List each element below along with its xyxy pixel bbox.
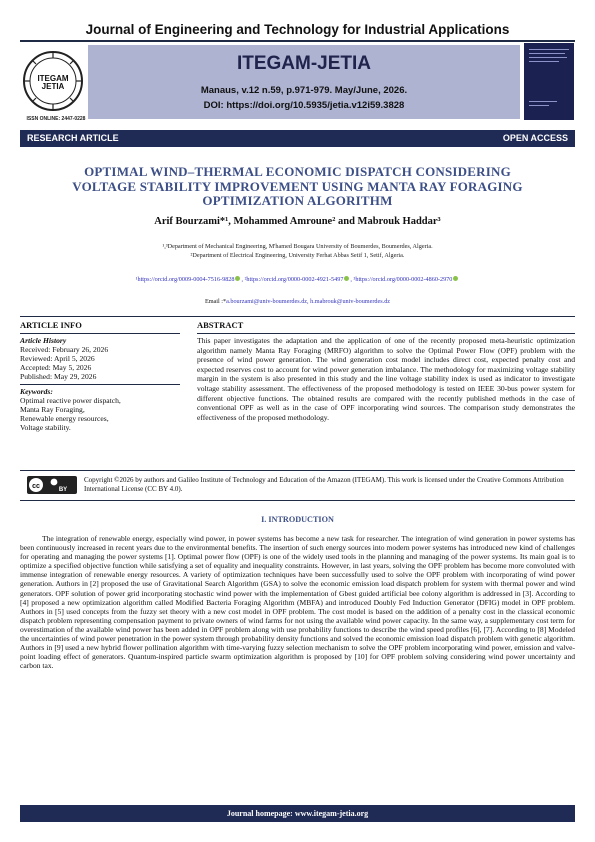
orcid-link-3[interactable]: ³https://orcid.org/0000-0002-4860-2970 <box>353 276 453 283</box>
info-top-rule <box>20 316 575 317</box>
email-links[interactable]: a.bourzami@univ-boumerdes.dz, h.mabrouk@univ-boumerdes.dz <box>226 298 391 305</box>
journal-cover-thumbnail <box>524 43 574 120</box>
article-history <box>20 336 180 381</box>
footer-homepage[interactable]: Journal homepage: www.itegam-jetia.org <box>20 805 575 822</box>
title-line-3: OPTIMIZATION ALGORITHM <box>202 193 393 208</box>
issn: ISSN ONLINE: 2447-0228 <box>26 116 86 122</box>
history-heading: Article History <box>20 336 67 345</box>
svg-text:cc: cc <box>32 483 40 490</box>
keyword-item: Optimal reactive power dispatch, <box>20 396 121 405</box>
paper-title <box>40 165 555 209</box>
svg-text:BY: BY <box>58 487 68 493</box>
license-top-rule <box>20 470 575 471</box>
email-line <box>0 298 595 305</box>
cc-by-badge[interactable] <box>27 476 77 494</box>
license-text: Copyright ©2026 by authors and Galileo Institute of Technology and Education of the Amazon (ITEGAM). This work is licensed under the Creative Commons Attribution International License (CC BY 4.0). <box>84 476 564 493</box>
introduction-heading: I. INTRODUCTION <box>261 515 334 524</box>
orcid-link-2[interactable]: ²https://orcid.org/0000-0002-4921-5497 <box>244 276 344 283</box>
header-rule <box>20 40 575 42</box>
keyword-item: Manta Ray Foraging, <box>20 405 85 414</box>
svg-text:JETIA: JETIA <box>41 82 65 91</box>
title-line-2: VOLTAGE STABILITY IMPROVEMENT USING MANTA RAY FORAGING <box>72 178 523 194</box>
title-line-1: OPTIMAL WIND–THERMAL ECONOMIC DISPATCH CONSIDERING <box>84 164 511 179</box>
info-rule <box>20 333 180 334</box>
orcid-link-1[interactable]: ¹https://orcid.org/0009-0004-7516-9828 <box>135 276 235 283</box>
keywords-rule <box>20 384 180 385</box>
orcid-icon <box>453 276 458 281</box>
published-date: Published: May 29, 2026 <box>20 372 97 381</box>
banner-citation: Manaus, v.12 n.59, p.971-979. May/June, 2026. <box>200 85 408 96</box>
received-date: Received: February 26, 2026 <box>20 345 109 354</box>
banner-title: ITEGAM-JETIA <box>236 53 372 74</box>
svg-text:ITEGAM: ITEGAM <box>37 74 69 83</box>
journal-name: Journal of Engineering and Technology for Industrial Applications <box>85 22 510 37</box>
article-type-bar <box>20 130 575 147</box>
abstract-text: This paper investigates the adaptation and the application of one of the recently proposed meta-heuristic optimization algorithm namely Manta Ray Foraging (MRFO) algorithm to solve the Optimal Power Flow (OPF) problem with the presence of wind power generation. The wind generation cost model includes direct cost, expected penalty cost and expected reserves cost to account for wind power generation imbalance. The methodology for maximizing voltage stability margin in the system is also presented in this study and the line voltage stability index is used as indicator to investigate voltage stability assessment. The effectiveness of the proposed methodology is tested on IEEE 30-bus power system for different objective functions. The obtained results are compared with the recently published methods in the case of conventional OPF as well as in the case of OPF incorporating wind sources. The comparison study demonstrates the effectiveness of the proposed methodology. <box>197 336 575 422</box>
affiliation-1: ¹,³Department of Mechanical Engineering, M'hamed Bougara University of Boumerdes, Boumerdes, Algeria. <box>162 243 433 250</box>
banner-doi[interactable]: DOI: https://doi.org/10.5935/jetia.v12i59.3828 <box>203 100 405 111</box>
keyword-item: Renewable energy resources, <box>20 414 109 423</box>
license-bottom-rule <box>20 500 575 501</box>
authors: Arif Bourzami*¹, Mohammed Amroune² and Mabrouk Haddar³ <box>154 216 441 227</box>
reviewed-date: Reviewed: April 5, 2026 <box>20 354 95 363</box>
orcid-icon <box>344 276 349 281</box>
article-info-heading: ARTICLE INFO <box>20 320 82 330</box>
keywords <box>20 387 180 432</box>
open-access-label: OPEN ACCESS <box>502 133 568 143</box>
affiliation-2: ²Department of Electrical Engineering, University Ferhat Abbas Setif 1, Setif, Algeria. <box>190 252 405 259</box>
article-type: RESEARCH ARTICLE <box>27 133 119 143</box>
introduction-text: The integration of renewable energy, especially wind power, in power systems has become a new task for researcher. The integration of wind generation in power systems has been continuously increased in recent years due to the environmental benefits. The insertion of such energy sources into modern power systems has introduced new kind of challenges for operating and managing the power systems [1]. Optimal power flow (OPF) is one of the widely used tools in the planning and managing of the power systems. Its main goal is to optimize a specified objective function while satisfying a set of equality and inequality constraints. However, in last years, solving the OPF problem has become more convoluted with immense integration of renewable energy resources. A variety of optimization techniques have been successfully used to solve the OPF problem with incorporating of wind power generation. Authors in [2] proposed the use of Gravitational Search Algorithm (GSA) to solve the economic emission load dispatch problem for system with thermal power and wind generators. OPF solution of power grid incorporating stochastic wind power with the implementation of Gbest guided artificial bee colony algorithm is addressed in [3]. According to [4] proposed a new optimization algorithm called Modified Bacteria Foraging Algorithm (MBFA) and introduced Doubly Fed Induction Generator (DFIG) model in OPF problem. Authors in [5] used concepts from the fuzzy set theory with a new cost model in OPF problem. The cost model is based on the addition of a penalty cost in the classical economic dispatch problem representing compensation payment to private owners of wind farms for not using the available wind power capacity. In the same way, a supplementary cost term for overestimation of the available wind power has been added in OPF problem along with use probability functions to describe the wind speed profiles [6], [7]. According to [8] Modeled the uncertainties of wind power penetration in the power system through probability density functions and solved the economic emission load dispatch problem with genetic algorithm. Authors in [9] used a new hybrid flower pollination algorithm with time-varying fuzzy selection mechanism to solve the OPF problem incorporating wind power, emission and valve-point loading effect of generators. Quantum-inspired particle swarm optimization algorithm is proposed by [10] for OPF problem solving considering wind power uncertainty and carbon tax. <box>20 534 575 671</box>
keywords-heading: Keywords: <box>20 387 53 396</box>
cc-icon <box>27 476 77 494</box>
journal-logo <box>22 50 84 112</box>
abstract-rule <box>197 333 575 334</box>
accepted-date: Accepted: May 5, 2026 <box>20 363 92 372</box>
orcid-list: ¹https://orcid.org/0009-0004-7516-9828 , ²https://orcid.org/0000-0002-4921-5497 , ³https://orcid.org/0000-0002-4860-2970 <box>0 276 595 283</box>
orcid-icon <box>235 276 240 281</box>
keyword-item: Voltage stability. <box>20 423 71 432</box>
abstract-heading: ABSTRACT <box>197 320 244 330</box>
email-label: Email :* <box>204 298 227 305</box>
